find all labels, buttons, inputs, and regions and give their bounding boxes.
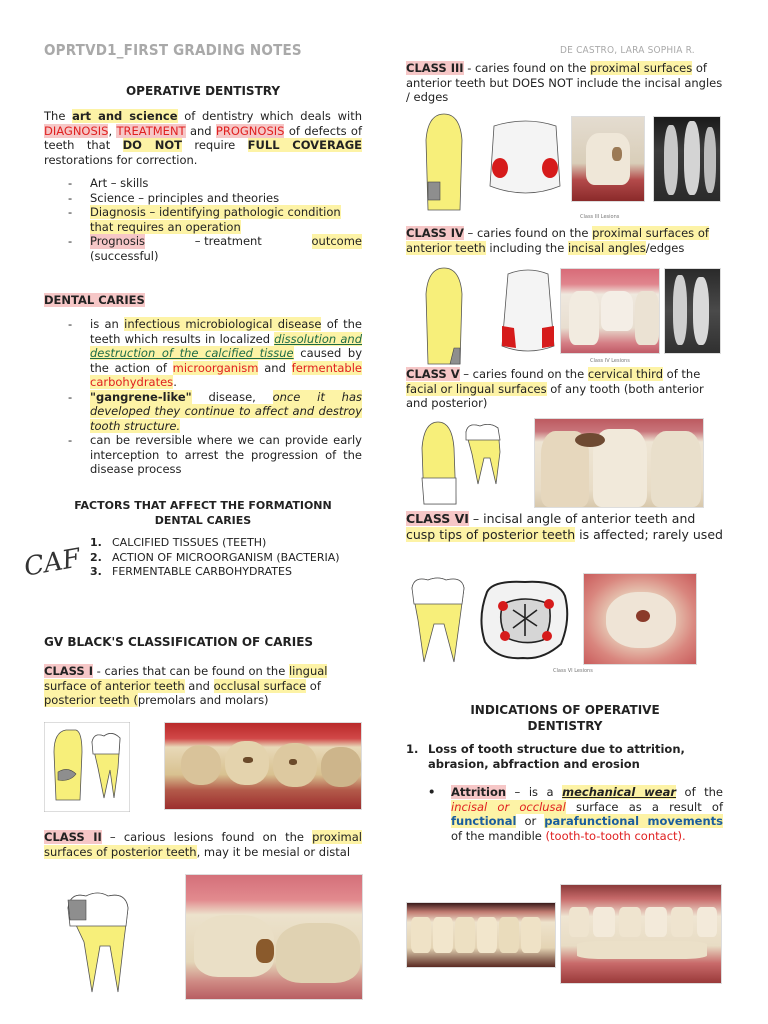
class-vi-photo xyxy=(583,573,697,665)
factors-heading: FACTORS THAT AFFECT THE FORMATIONN DENTAL CARIES xyxy=(74,499,332,527)
class-i-photo xyxy=(164,722,362,810)
attrition-bullet-marker: • xyxy=(428,785,436,799)
caries-definition: - is an infectious microbiological disease of the teeth which results in localized dissolution and destruction of the calcified tissue caused by the action of microorganism and fermentable carbohydrates. xyxy=(68,317,362,390)
class-vi-text: CLASS VI – incisal angle of anterior teeth and cusp tips of posterior teeth is affected; rarely used xyxy=(406,511,723,542)
attrition-photo-1 xyxy=(406,902,556,968)
handwritten-caf: CAF xyxy=(21,543,83,583)
header-author-name: DE CASTRO, LARA SOPHIA R. xyxy=(560,45,695,56)
bullet-diagnosis: - Diagnosis – identifying pathologic condition that requires an operation xyxy=(68,205,362,234)
class-iii-crown-diagram xyxy=(486,116,564,200)
class-i-text: CLASS I - caries that can be found on the lingual surface of anterior teeth and occlusal surface of posterior teeth (premolars and molars) xyxy=(44,664,328,707)
attrition-photo-2 xyxy=(560,884,722,984)
class-v-photo xyxy=(534,418,704,508)
class-iv-caption: Class IV Lesions xyxy=(590,358,630,364)
class-ii-diagram xyxy=(60,888,136,1000)
gvblack-heading: GV BLACK'S CLASSIFICATION OF CARIES xyxy=(44,635,314,649)
indications-list xyxy=(406,742,724,771)
class-vi-occlusal-diagram xyxy=(473,574,577,664)
class-vi-caption: Class VI Lesions xyxy=(553,668,593,674)
header-left-title: OPRTVD1_FIRST GRADING NOTES xyxy=(44,41,302,59)
bullet-art: - Art – skills xyxy=(68,176,362,191)
class-iv-crown-diagram xyxy=(498,266,558,356)
class-iii-photo xyxy=(571,116,645,202)
operative-bullets xyxy=(68,176,362,263)
caries-reversible: - can be reversible where we can provide early interception to arrest the progression of the disease process xyxy=(68,433,362,477)
dental-caries-heading: DENTAL CARIES xyxy=(44,293,145,307)
class-iii-text: CLASS III - caries found on the proximal surfaces of anterior teeth but DOES NOT include the incisal angles / edges xyxy=(406,61,723,104)
attrition-definition: Attrition – is a mechanical wear of the incisal or occlusal surface as a result of functional or parafunctional movements of the mandible (tooth-to-tooth contact). xyxy=(451,785,724,843)
class-iv-diagram xyxy=(420,264,470,370)
class-i-diagram xyxy=(44,722,130,812)
class-vi-diagram xyxy=(408,574,468,666)
caries-gangrene: - "gangrene-like" disease, once it has developed they continue to affect and destroy tooth structure. xyxy=(68,390,362,434)
class-iii-xray xyxy=(653,116,721,202)
class-iv-xray xyxy=(664,268,721,354)
caries-bullets xyxy=(68,317,362,477)
factors-list xyxy=(90,536,340,580)
indication-item: 1. Loss of tooth structure due to attrition, abrasion, abfraction and erosion xyxy=(406,742,685,771)
factor-item: 3. FERMENTABLE CARBOHYDRATES xyxy=(90,565,292,578)
operative-definition: The art and science of dentistry which deals with DIAGNOSIS, TREATMENT and PROGNOSIS of defects of teeth that DO NOT require FULL COVERAGE restorations for correction. xyxy=(44,109,363,167)
bullet-prognosis: - Prognosis – treatment outcome (successful) xyxy=(68,234,362,263)
factor-item: 1. CALCIFIED TISSUES (TEETH) xyxy=(90,536,267,549)
class-v-diagram xyxy=(418,418,518,510)
class-ii-photo xyxy=(185,874,363,1000)
bullet-science: - Science – principles and theories xyxy=(68,191,362,206)
class-ii-text: CLASS II – carious lesions found on the proximal surfaces of posterior teeth, may it be mesial or distal xyxy=(44,830,362,859)
class-iii-diagram xyxy=(420,110,470,218)
factor-item: 2. ACTION OF MICROORGANISM (BACTERIA) xyxy=(90,550,340,564)
class-iv-text: CLASS IV – caries found on the proximal surfaces of anterior teeth including the incisal angles/edges xyxy=(406,226,709,255)
class-iii-caption: Class III Lesions xyxy=(580,214,620,220)
class-v-text: CLASS V – caries found on the cervical third of the facial or lingual surfaces of any tooth (both anterior and posterior) xyxy=(406,367,704,410)
operative-heading: OPERATIVE DENTISTRY xyxy=(125,84,281,98)
indications-heading: INDICATIONS OF OPERATIVE DENTISTRY xyxy=(470,703,660,733)
class-iv-photo xyxy=(560,268,660,354)
